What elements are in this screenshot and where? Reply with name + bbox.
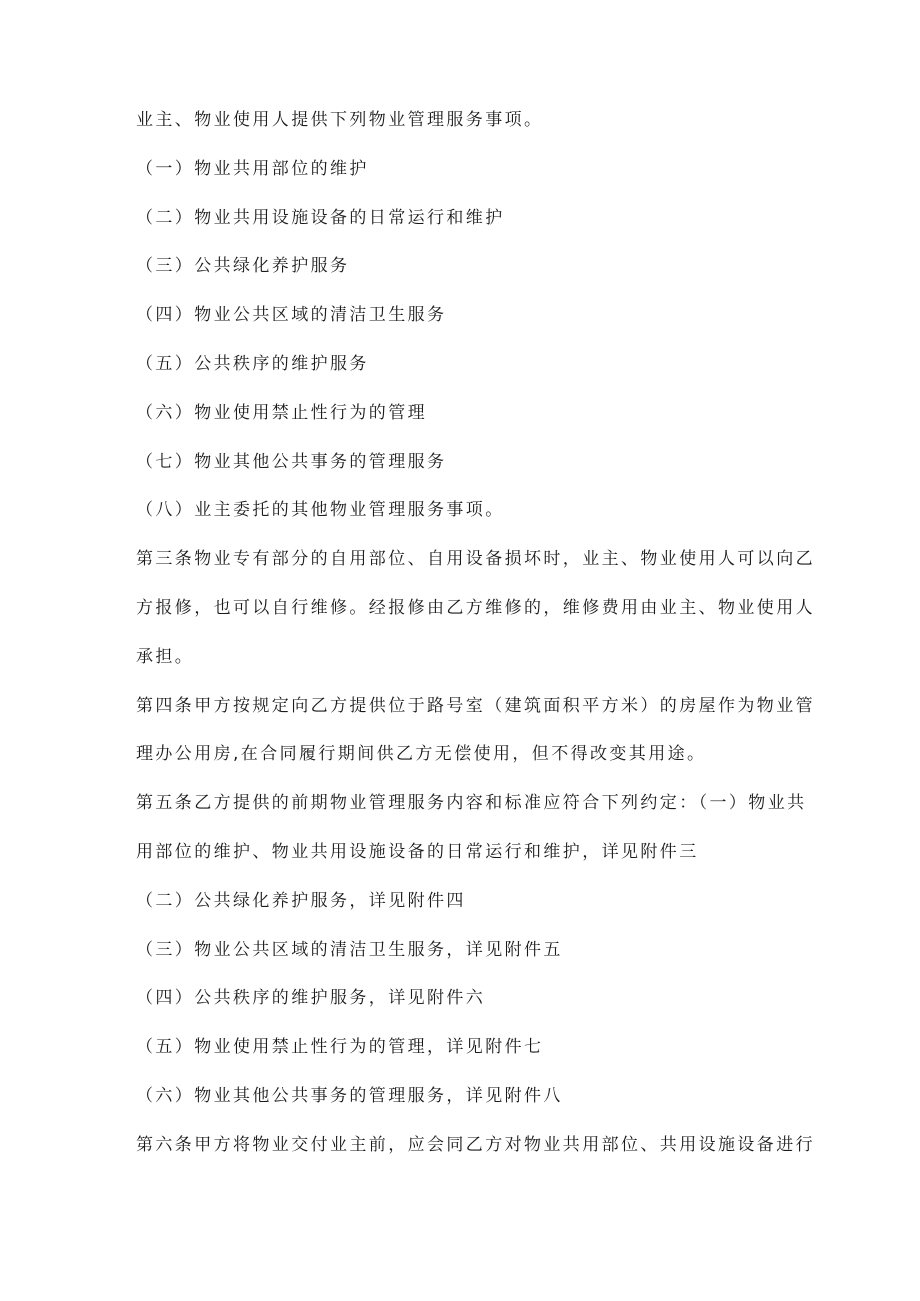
- standard-item-4: （四）公共秩序的维护服务，详见附件六: [136, 988, 486, 1009]
- service-item-8: （八）业主委托的其他物业管理服务事项。: [136, 500, 505, 521]
- standard-item-6: （六）物业其他公共事务的管理服务，详见附件八: [136, 1085, 563, 1106]
- article-3-line-2: 方报修，也可以自行维修。经报修由乙方维修的，维修费用由业主、物业使用人: [136, 597, 815, 618]
- document-body: [136, 96, 815, 1170]
- intro-line: 业主、物业使用人提供下列物业管理服务事项。: [136, 110, 544, 130]
- standard-item-5: （五）物业使用禁止性行为的管理，详见附件七: [136, 1037, 544, 1058]
- service-item-4: （四）物业公共区域的清洁卫生服务: [136, 305, 447, 326]
- service-item-7: （七）物业其他公共事务的管理服务: [136, 451, 447, 472]
- service-item-2: （二）物业共用设施设备的日常运行和维护: [136, 207, 505, 228]
- service-item-6: （六）物业使用禁止性行为的管理: [136, 402, 427, 423]
- service-item-1: （一）物业共用部位的维护: [136, 158, 369, 179]
- article-4-line-1: 第四条甲方按规定向乙方提供位于路号室（建筑面积平方米）的房屋作为物业管: [136, 695, 815, 716]
- standard-item-3: （三）物业公共区域的清洁卫生服务，详见附件五: [136, 939, 563, 960]
- standard-item-2: （二）公共绿化养护服务，详见附件四: [136, 890, 466, 911]
- article-5-line-2: 用部位的维护、物业共用设施设备的日常运行和维护，详见附件三: [136, 841, 699, 862]
- article-6-line-1: 第六条甲方将物业交付业主前，应会同乙方对物业共用部位、共用设施设备进行: [136, 1134, 815, 1155]
- article-3-line-3: 承担。: [136, 646, 195, 667]
- service-item-3: （三）公共绿化养护服务: [136, 256, 350, 277]
- service-item-5: （五）公共秩序的维护服务: [136, 353, 369, 374]
- article-5-line-1: 第五条乙方提供的前期物业管理服务内容和标准应符合下列约定：（一）物业共: [136, 793, 807, 814]
- article-3-line-1: 第三条物业专有部分的自用部位、自用设备损坏时，业主、物业使用人可以向乙: [136, 549, 815, 570]
- article-4-line-2: 理办公用房,在合同履行期间供乙方无偿使用，但不得改变其用途。: [136, 744, 707, 765]
